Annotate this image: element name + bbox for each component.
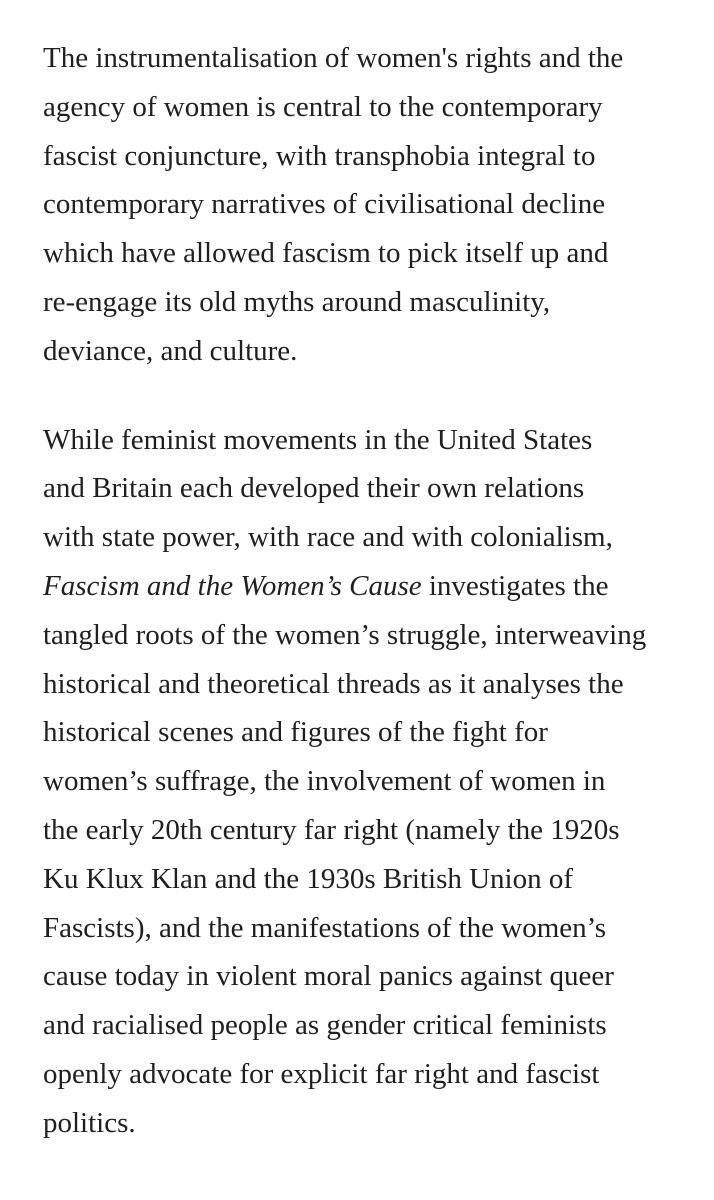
text-line: openly advocate for explicit far right and fascist [43, 1057, 600, 1090]
text-line: While feminist movements in the United States [43, 423, 593, 456]
text-line: historical scenes and figures of the fight for [43, 716, 548, 749]
text-line: Fascists), and the manifestations of the women’s [43, 911, 606, 944]
text-line: and racialised people as gender critical feminists [43, 1009, 607, 1042]
book-title: Fascism and the Women’s Cause [43, 569, 422, 602]
text-line: with state power, with race and with colonialism, [43, 521, 613, 554]
paragraph-2 [43, 416, 703, 1148]
text-line: the early 20th century far right (namely the 1920s [43, 813, 620, 846]
text-line-with-title [43, 562, 703, 611]
paragraph-1 [43, 34, 703, 376]
book-title-line-rest: investigates the [421, 569, 609, 602]
text-line: deviance, and culture. [43, 334, 298, 367]
text-line: The instrumentalisation of women's rights and the [43, 42, 624, 74]
text-line: cause today in violent moral panics against queer [43, 960, 614, 993]
text-line: contemporary narratives of civilisational decline [43, 188, 606, 221]
text-line: tangled roots of the women’s struggle, interweaving [43, 618, 647, 651]
text-line: historical and theoretical threads as it analyses the [43, 667, 624, 700]
text-line: agency of women is central to the contemporary [43, 90, 603, 123]
text-line: fascist conjuncture, with transphobia integral to [43, 139, 596, 172]
text-line: re-engage its old myths around masculinity, [43, 285, 551, 318]
article-body [43, 34, 703, 1148]
text-line: politics. [43, 1106, 136, 1139]
text-line: Ku Klux Klan and the 1930s British Union of [43, 862, 574, 895]
text-line: women’s suffrage, the involvement of women in [43, 765, 606, 798]
text-line: which have allowed fascism to pick itself up and [43, 237, 609, 270]
text-line: and Britain each developed their own relations [43, 472, 585, 505]
